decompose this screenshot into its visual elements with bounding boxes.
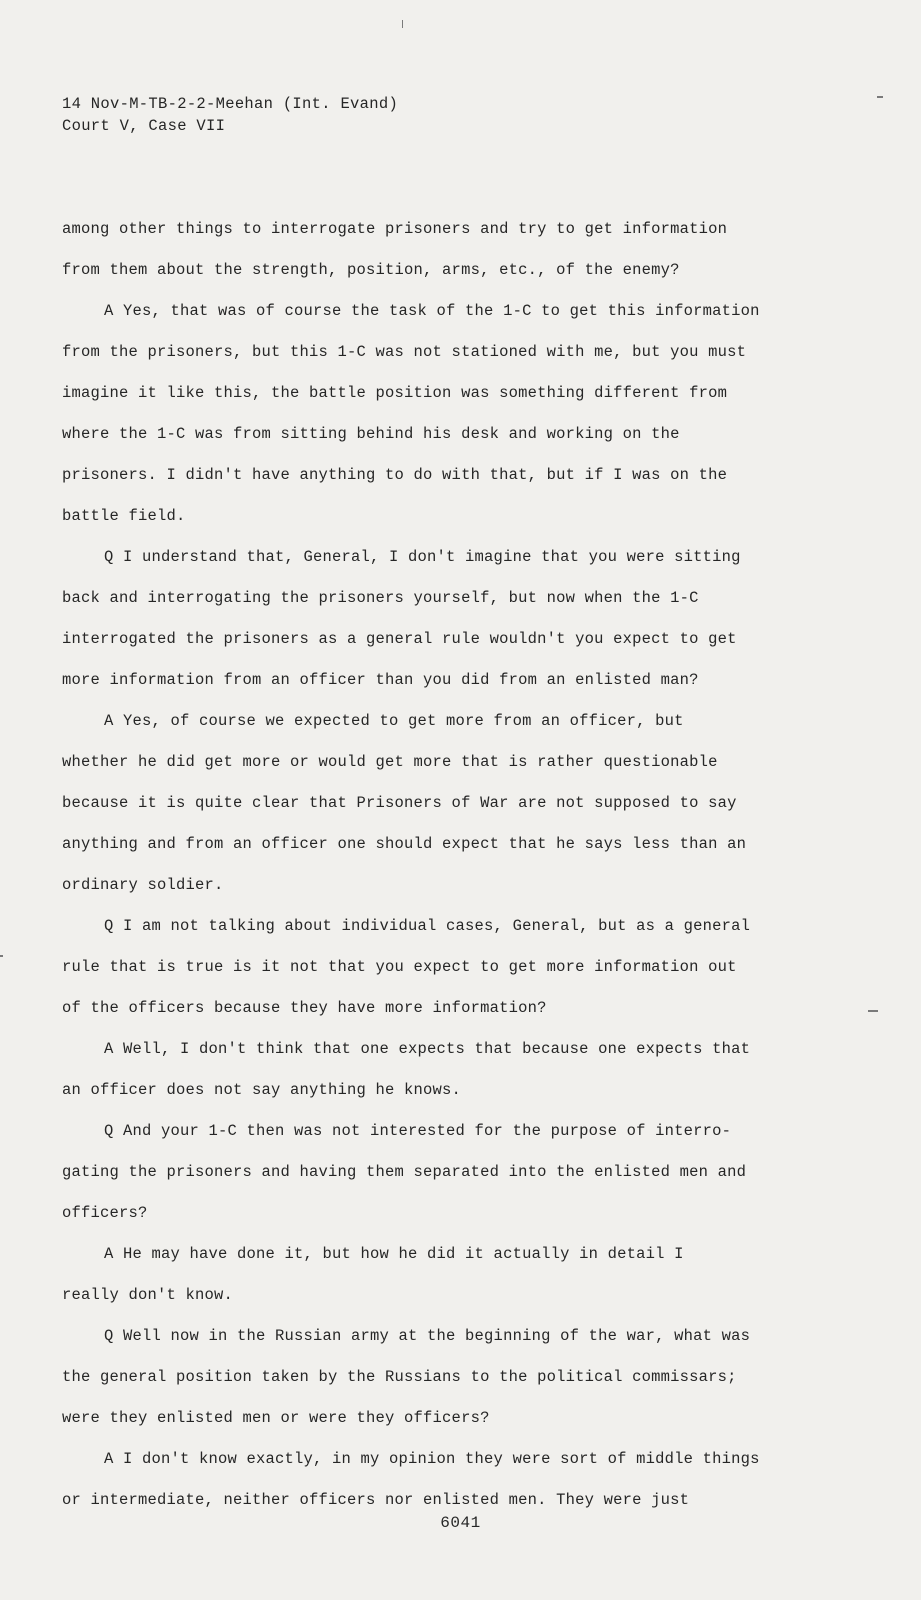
text-line: or intermediate, neither officers nor enlisted men. They were just xyxy=(62,1491,690,1509)
text-line: officers? xyxy=(62,1204,148,1222)
text-line: whether he did get more or would get more that is rather questionable xyxy=(62,753,718,771)
text-line: where the 1-C was from sitting behind his desk and working on the xyxy=(62,425,680,443)
text-line: an officer does not say anything he knows. xyxy=(62,1081,462,1099)
text-line: really don't know. xyxy=(62,1286,234,1304)
text-line: A Yes, of course we expected to get more from an officer, but xyxy=(104,712,684,730)
text-line: prisoners. I didn't have anything to do with that, but if I was on the xyxy=(62,466,728,484)
text-line: A I don't know exactly, in my opinion they were sort of middle things xyxy=(104,1450,760,1468)
text-line: among other things to interrogate prisoners and try to get information xyxy=(62,220,728,238)
text-line: back and interrogating the prisoners yourself, but now when the 1-C xyxy=(62,589,699,607)
transcript-body xyxy=(62,209,842,1521)
text-line: Q I understand that, General, I don't imagine that you were sitting xyxy=(104,548,741,566)
text-line: imagine it like this, the battle position was something different from xyxy=(62,384,728,402)
text-line: the general position taken by the Russians to the political commissars; xyxy=(62,1368,737,1386)
document-header xyxy=(62,93,398,137)
text-line: A He may have done it, but how he did it actually in detail I xyxy=(104,1245,684,1263)
text-line: ordinary soldier. xyxy=(62,876,224,894)
header-court-line: Court V, Case VII xyxy=(62,117,226,135)
text-line: Q And your 1-C then was not interested for the purpose of interro- xyxy=(104,1122,732,1140)
text-line: rule that is true is it not that you expect to get more information out xyxy=(62,958,737,976)
text-line: A Well, I don't think that one expects that because one expects that xyxy=(104,1040,751,1058)
text-line: from them about the strength, position, arms, etc., of the enemy? xyxy=(62,261,680,279)
text-line: because it is quite clear that Prisoners of War are not supposed to say xyxy=(62,794,737,812)
scan-mark xyxy=(877,96,883,98)
text-line: A Yes, that was of course the task of the 1-C to get this information xyxy=(104,302,760,320)
scan-mark xyxy=(402,20,403,28)
text-line: from the prisoners, but this 1-C was not stationed with me, but you must xyxy=(62,343,747,361)
text-line: anything and from an officer one should expect that he says less than an xyxy=(62,835,747,853)
scan-mark xyxy=(868,1010,878,1012)
text-line: gating the prisoners and having them separated into the enlisted men and xyxy=(62,1163,747,1181)
header-reference-line: 14 Nov-M-TB-2-2-Meehan (Int. Evand) xyxy=(62,95,399,113)
page-number: 6041 xyxy=(440,1514,481,1532)
text-line: interrogated the prisoners as a general rule wouldn't you expect to get xyxy=(62,630,737,648)
text-line: Q Well now in the Russian army at the beginning of the war, what was xyxy=(104,1327,751,1345)
text-line: Q I am not talking about individual cases, General, but as a general xyxy=(104,917,751,935)
text-line: battle field. xyxy=(62,507,186,525)
text-line: more information from an officer than you did from an enlisted man? xyxy=(62,671,699,689)
scan-mark xyxy=(0,955,3,957)
text-line: of the officers because they have more information? xyxy=(62,999,547,1017)
text-line: were they enlisted men or were they officers? xyxy=(62,1409,490,1427)
